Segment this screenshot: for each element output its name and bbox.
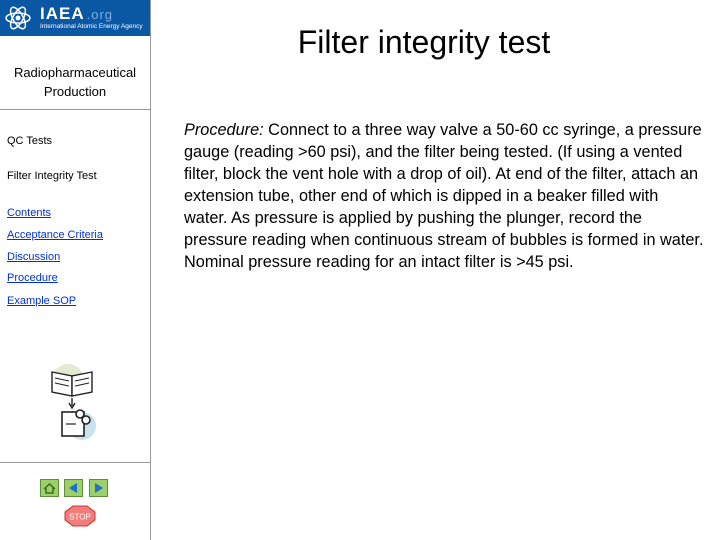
sidebar-link-procedure[interactable]: Procedure <box>7 272 58 284</box>
procedure-text: Connect to a three way valve a 50-60 cc syringe, a pressure gauge (reading >60 psi), and the filter being tested. (If using a vented filter, block the vent hole with a drop of oil). At end of the filter, attach an extension tube, other end of which is dipped in a beaker filled with water. As pressure is applied by pushing the plunger, record the pressure reading when continuous stream of bubbles is formed in water. Nominal pressure reading for an intact filter is >45 psi. <box>184 121 704 271</box>
arrow-left-icon <box>65 480 82 496</box>
atom-logo-icon <box>4 4 32 32</box>
sidebar <box>0 0 151 540</box>
iaea-logo[interactable] <box>0 0 150 36</box>
previous-slide-button[interactable] <box>64 479 83 497</box>
slide-navigation <box>40 479 112 499</box>
sidebar-title: Radiopharmaceutical Production <box>13 65 137 99</box>
logo-org: .org <box>86 7 114 22</box>
first-slide-button[interactable] <box>40 479 59 497</box>
divider <box>0 462 150 463</box>
page-title: Filter integrity test <box>297 24 551 60</box>
divider <box>0 109 150 110</box>
stop-sign-icon[interactable] <box>64 505 96 527</box>
sidebar-link-acceptance-criteria[interactable]: Acceptance Criteria <box>7 229 103 241</box>
procedure-label: Procedure: <box>184 121 264 139</box>
logo-subtitle: International Atomic Energy Agency <box>40 23 143 30</box>
arrow-right-icon <box>90 480 107 496</box>
sidebar-link-discussion[interactable]: Discussion <box>7 251 61 263</box>
next-slide-button[interactable] <box>89 479 108 497</box>
procedure-paragraph <box>184 119 704 273</box>
logo-name: IAEA .org <box>40 4 114 23</box>
sidebar-section-label: QC Tests <box>7 135 53 147</box>
sidebar-link-example-sop[interactable]: Example SOP <box>7 295 77 307</box>
home-icon <box>41 480 58 496</box>
sidebar-subsection-label: Filter Integrity Test <box>7 170 97 182</box>
sidebar-link-contents[interactable]: Contents <box>7 207 52 219</box>
book-icon[interactable] <box>44 362 104 444</box>
stop-label: STOP <box>69 512 91 522</box>
